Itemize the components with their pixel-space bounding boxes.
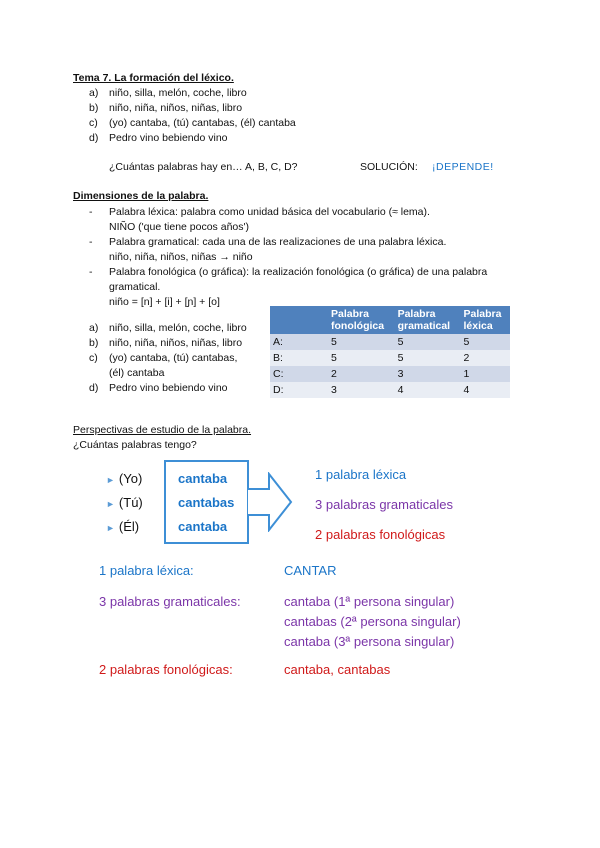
pronoun-el: ► (Él) — [106, 519, 140, 534]
summary-value-gramatical: cantabas (2ª persona singular) — [284, 614, 461, 629]
row-label: B: — [270, 350, 328, 366]
tema-question: ¿Cuántas palabras hay en… A, B, C, D? — [109, 161, 298, 173]
table-cell: 3 — [395, 366, 461, 382]
pronoun-tu: ► (Tú) — [106, 495, 143, 510]
table-cell: 4 — [395, 382, 461, 398]
triangle-bullet-icon: ► — [106, 499, 115, 509]
list-item: b) niño, niña, niños, niñas, libro — [89, 102, 243, 114]
perspectivas-question: ¿Cuántas palabras tengo? — [73, 439, 197, 451]
list-item: d) Pedro vino bebiendo vino — [89, 132, 228, 144]
result-fonologicas: 2 palabras fonológicas — [315, 527, 446, 542]
table-cell: 3 — [328, 382, 395, 398]
arrow-right-icon — [247, 472, 293, 532]
summary-value-gramatical: cantaba (3ª persona singular) — [284, 634, 455, 649]
list-item: a) niño, silla, melón, coche, libro — [89, 87, 247, 99]
table-cell: 5 — [460, 334, 510, 350]
summary-value-lexica: CANTAR — [284, 563, 337, 578]
table-header: Palabra fonológica — [328, 306, 395, 334]
table-row — [270, 350, 510, 366]
table-row — [270, 366, 510, 382]
summary-label-gramaticales: 3 palabras gramaticales: — [99, 594, 241, 609]
table-cell: 5 — [395, 334, 461, 350]
summary-label-lexica: 1 palabra léxica: — [99, 563, 194, 578]
list-item: d) Pedro vino bebiendo vino — [89, 382, 228, 394]
table-header: Palabra gramatical — [395, 306, 461, 334]
bullet-item: - Palabra gramatical: cada una de las realizaciones de una palabra léxica. — [89, 236, 447, 248]
bullet-item: - Palabra fonológica (o gráfica): la realización fonológica (o gráfica) de una palabra — [89, 266, 488, 278]
table-cell: 1 — [460, 366, 510, 382]
verb-form: cantaba — [178, 471, 228, 486]
word-count-table — [270, 306, 510, 398]
dimensiones-title: Dimensiones de la palabra. — [73, 190, 209, 202]
triangle-bullet-icon: ► — [106, 475, 115, 485]
solution-value: ¡DEPENDE! — [432, 161, 494, 173]
triangle-bullet-icon: ► — [106, 523, 115, 533]
table-cell: 2 — [328, 366, 395, 382]
list-item: c) (yo) cantaba, (tú) cantabas, (él) cantaba — [89, 117, 296, 129]
bullet-sub: niño, niña, niños, niñas → niño — [109, 251, 253, 263]
result-gramaticales: 3 palabras gramaticales — [315, 497, 454, 512]
table-cell: 5 — [395, 350, 461, 366]
table-cell: 4 — [460, 382, 510, 398]
perspectivas-title: Perspectivas de estudio de la palabra. — [73, 424, 252, 436]
table-header: Palabra léxica — [460, 306, 510, 334]
summary-value-fonologicas: cantaba, cantabas — [284, 662, 391, 677]
row-label: A: — [270, 334, 328, 350]
bullet-sub: niño = [n] + [i] + [ɲ] + [o] — [109, 296, 220, 308]
bullet-sub: NIÑO ('que tiene pocos años') — [109, 221, 249, 233]
list-item: b) niño, niña, niños, niñas, libro — [89, 337, 243, 349]
table-row — [270, 382, 510, 398]
dimensiones-bullets — [89, 205, 509, 310]
pronoun-yo: ► (Yo) — [106, 471, 143, 486]
tema-list — [89, 86, 296, 146]
table-cell: 5 — [328, 350, 395, 366]
bullet-item: - Palabra léxica: palabra como unidad básica del vocabulario (≈ lema). — [89, 206, 430, 218]
table-header-row — [270, 306, 510, 334]
summary-value-gramatical: cantaba (1ª persona singular) — [284, 594, 455, 609]
result-lexica: 1 palabra léxica — [315, 467, 407, 482]
dimensiones-list — [89, 321, 264, 396]
verb-form: cantaba — [178, 519, 228, 534]
bullet-continuation: gramatical. — [109, 281, 161, 293]
table-cell: 2 — [460, 350, 510, 366]
table-row — [270, 334, 510, 350]
verb-form: cantabas — [178, 495, 235, 510]
list-item-continuation: (él) cantaba — [109, 367, 165, 379]
row-label: D: — [270, 382, 328, 398]
solution-label: SOLUCIÓN: — [360, 161, 418, 173]
table-header-empty — [270, 306, 328, 334]
tema-title: Tema 7. La formación del léxico. — [73, 72, 234, 84]
summary-label-fonologicas: 2 palabras fonológicas: — [99, 662, 233, 677]
list-item: c) (yo) cantaba, (tú) cantabas, — [89, 352, 238, 364]
list-item: a) niño, silla, melón, coche, libro — [89, 322, 247, 334]
row-label: C: — [270, 366, 328, 382]
table-cell: 5 — [328, 334, 395, 350]
